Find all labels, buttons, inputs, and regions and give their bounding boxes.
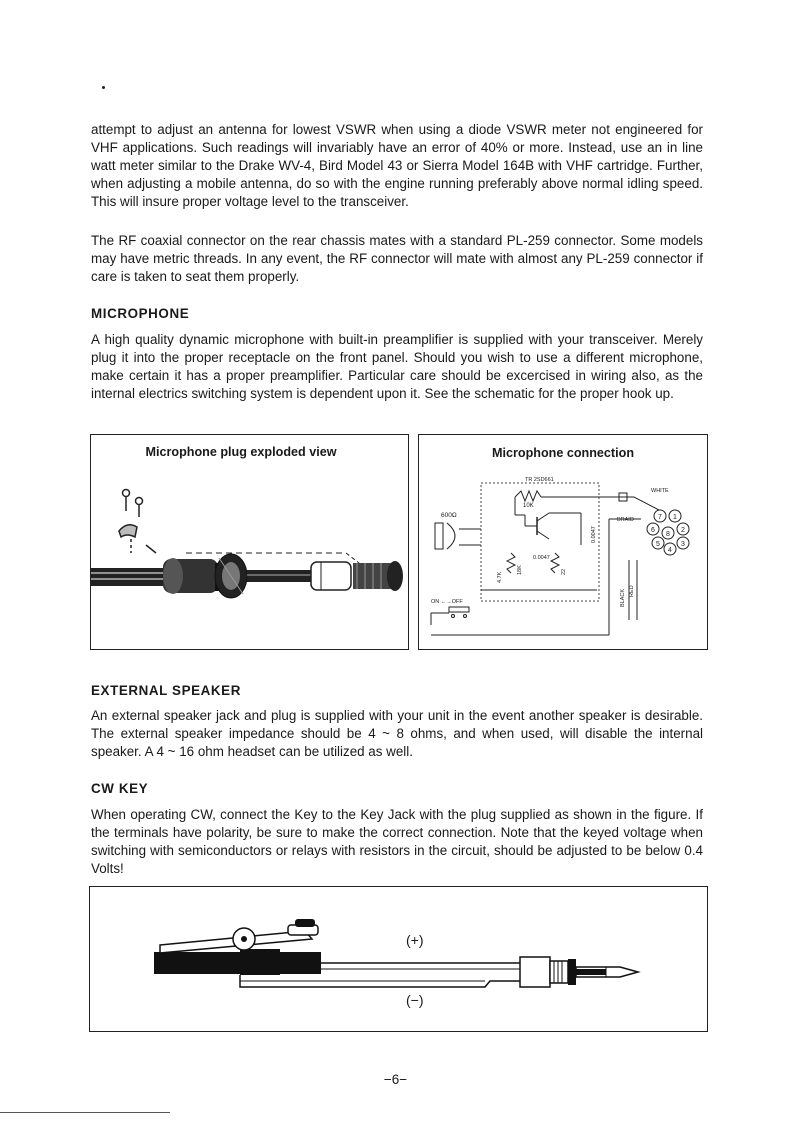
label-switch: ON ←→OFF [431, 599, 463, 605]
label-4-7k: 4.7K [497, 571, 503, 583]
label-cap-left: 0.0047 [591, 526, 597, 543]
paragraph-external-speaker: An external speaker jack and plug is supplied with your unit in the event another speaker is desirable. The external speaker impedance should be 4 ~ 8 ohms, and when used, will disable the internal speaker. A 4 ~ 16 ohm headset can be utilized as well. [91, 708, 703, 760]
label-10k: 10K [523, 503, 534, 509]
cw-key-drawing [90, 887, 707, 1031]
pin-connector [647, 510, 689, 555]
figure-mic-connection [418, 434, 708, 650]
stray-mark [102, 86, 105, 89]
mic-schematic [419, 435, 707, 649]
figure-cw-key [89, 886, 708, 1032]
figure-plug-title: Microphone plug exploded view [145, 445, 337, 459]
paragraph-vswr: attempt to adjust an antenna for lowest VSWR when using a diode VSWR meter not engineered for VHF applications. Such readings will invariably have an error of 40% or more. Instead, use an in line watt meter similar to the Drake WV-4, Bird Model 43 or Sierra Model 164B with VHF cartridge. Further, when adjusting a mobile antenna, do so with the engine running preferably above normal idling speed. This will insure proper voltage level to the transceiver. [91, 122, 703, 210]
heading-microphone: MICROPHONE [91, 306, 190, 321]
heading-external-speaker: EXTERNAL SPEAKER [91, 683, 241, 698]
paragraph-rf-connector: The RF coaxial connector on the rear chassis mates with a standard PL-259 connector. Some models may have metric threads. In any event, the RF connector will mate with almost any PL-259 connector if care is taken to seat them properly. [91, 233, 703, 285]
figure-plug-exploded [90, 434, 409, 650]
plug-exploded-drawing [91, 435, 408, 649]
scan-edge-line [0, 1112, 170, 1113]
pin-5: 5 [656, 541, 660, 548]
label-cap-center: 0.0047 [533, 555, 550, 561]
label-black: BLACK [620, 588, 626, 607]
figure-connection-title: Microphone connection [491, 446, 635, 460]
heading-cw-key: CW KEY [91, 781, 149, 796]
paragraph-cw-key: When operating CW, connect the Key to the Key Jack with the plug supplied as shown in the figure. If the terminals have polarity, be sure to make the correct connection. Note that the keyed voltage when switching with semiconductors or relays with resistors in the circuit, should be adjusted to be below 0.4 Volts! [91, 807, 703, 877]
label-600-ohm: 600Ω [441, 512, 457, 519]
pin-2: 2 [681, 527, 685, 534]
label-22: 22 [561, 568, 567, 575]
pin-1: 1 [673, 514, 677, 521]
pin-6: 6 [651, 527, 655, 534]
pin-4: 4 [668, 547, 672, 554]
pin-3: 3 [681, 541, 685, 548]
label-white: WHITE [651, 488, 669, 494]
paragraph-microphone: A high quality dynamic microphone with built-in preamplifier is supplied with your transceiver. Merely plug it into the proper receptacle on the front panel. Should you wish to use a different microphone, make certain it has a proper preamplifier. Particular care should be excercised in wiring also, as the internal electrics switching system is dependent upon it. See the schematic for the proper hook up. [91, 332, 703, 402]
page-number: −6− [383, 1072, 408, 1087]
pin-7: 7 [658, 514, 662, 521]
label-18k: 18K [517, 565, 523, 575]
label-red: RED [629, 585, 635, 597]
label-transistor: TR 2SD661 [525, 477, 554, 483]
label-braid: BRAID [617, 517, 634, 523]
label-key-minus: (−) [406, 992, 424, 1008]
label-key-plus: (+) [406, 932, 424, 948]
pin-8: 8 [666, 531, 670, 538]
